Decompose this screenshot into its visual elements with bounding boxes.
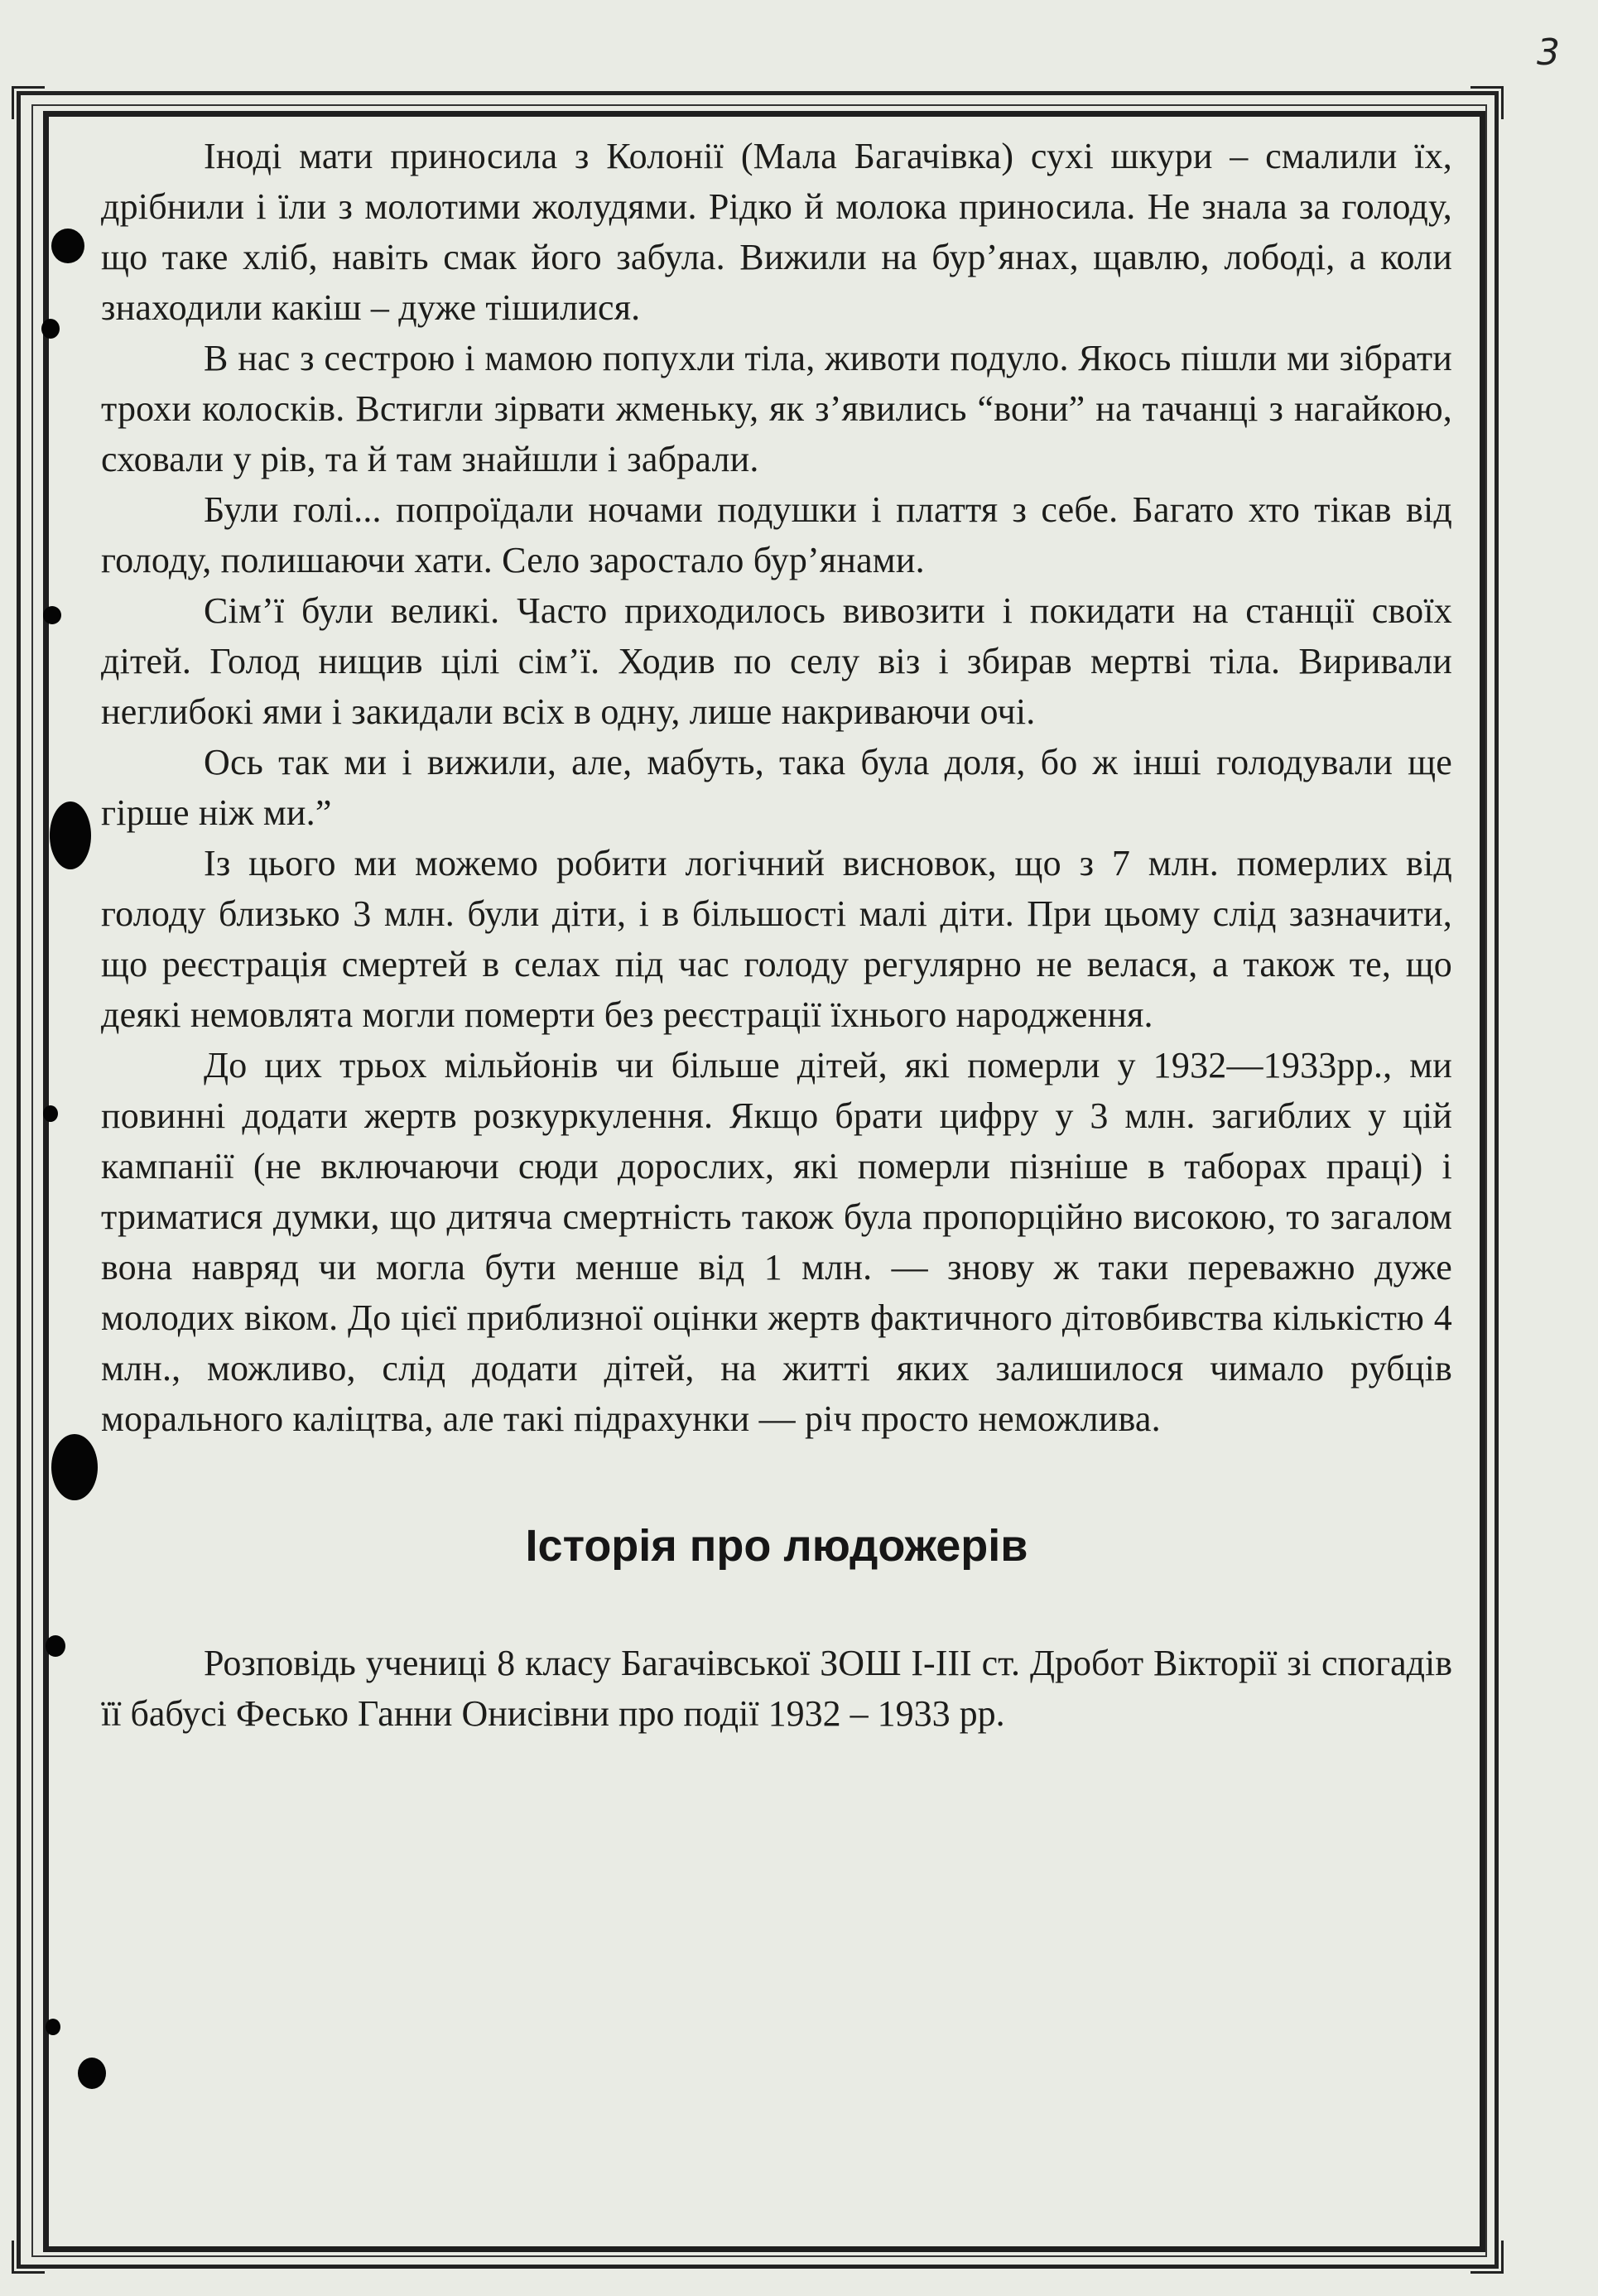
frame-corner-top-left [12,86,45,119]
frame-corner-top-right [1470,86,1504,119]
punch-hole [50,801,91,869]
paragraph: В нас з сестрою і мамою попухли тіла, животи подуло. Якось пішли ми зібрати трохи колосків. Встигли зірвати жменьку, як з’явились “вони” на тачанці з нагайкою, сховали у рів, та й там знайшли і забрали. [101,338,1452,479]
paragraph: Із цього ми можемо робити логічний висновок, що з 7 млн. померлих від голоду близько 3 млн. були діти, і в більшості малі діти. При цьому слід зазначити, що реєстрація смертей в селах під час голоду регулярно не велася, а також те, що деякі немовлята могли померти без реєстрації їхнього народження. [101,843,1452,1035]
frame-corner-bottom-left [12,2241,45,2274]
punch-hole [78,2058,106,2089]
punch-hole [41,319,60,339]
punch-hole [46,2019,60,2035]
frame-corner-bottom-right [1470,2241,1504,2274]
punch-hole [51,229,84,263]
punch-hole [43,606,61,624]
paragraph: Сім’ї були великі. Часто приходилось вивозити і покидати на станції своїх дітей. Голод нищив цілі сім’ї. Ходив по селу віз і збирав мертві тіла. Виривали неглибокі ями і закидали всіх в одну, лише накриваючи очі. [101,590,1452,732]
paragraph: До цих трьох мільйонів чи більше дітей, які померли у 1932—1933рр., ми повинні додати жертв розкуркулення. Якщо брати цифру у 3 млн. загиблих у цій кампанії (не включаючи сюди дорослих, які померли пізніше в таборах праці) і триматися думки, що дитяча смертність також була пропорційно високою, то загалом вона навряд чи могла бути менше від 1 млн. — знову ж таки переважно дуже молодих віком. До цієї приблизної оцінки жертв фактичного дітовбивства кількістю 4 млн., можливо, слід додати дітей, на житті яких залишилося чимало рубців морального каліцтва, але такі підрахунки — річ просто неможлива. [101,1045,1452,1439]
section-heading: Історія про людожерів [525,1521,1028,1571]
punch-hole [43,1105,58,1122]
punch-hole [51,1434,98,1500]
paragraph: Були голі... попроїдали ночами подушки і плаття з себе. Багато хто тікав від голоду, полишаючи хати. Село заростало бур’янами. [101,489,1452,580]
page-number: 3 [1537,31,1560,74]
paragraph: Іноді мати приносила з Колонії (Мала Багачівка) сухі шкури – смалили їх, дрібнили і їли з молотими жолудями. Рідко й молока приносила. Не знала за голоду, що таке хліб, навіть смак його забула. Вижили на бур’янах, щавлю, лободі, а коли знаходили какіш – дуже тішилися. [101,136,1452,328]
document-body [101,131,1452,1739]
punch-hole [46,1635,65,1657]
story-intro: Розповідь учениці 8 класу Багачівської ЗОШ І-ІІІ ст. Дробот Вікторії зі спогадів її бабусі Фесько Ганни Онисівни про події 1932 – 1933 рр. [101,1643,1452,1734]
paragraph: Ось так ми і вижили, але, мабуть, така була доля, бо ж інші голодували ще гірше ніж ми.” [101,742,1452,833]
